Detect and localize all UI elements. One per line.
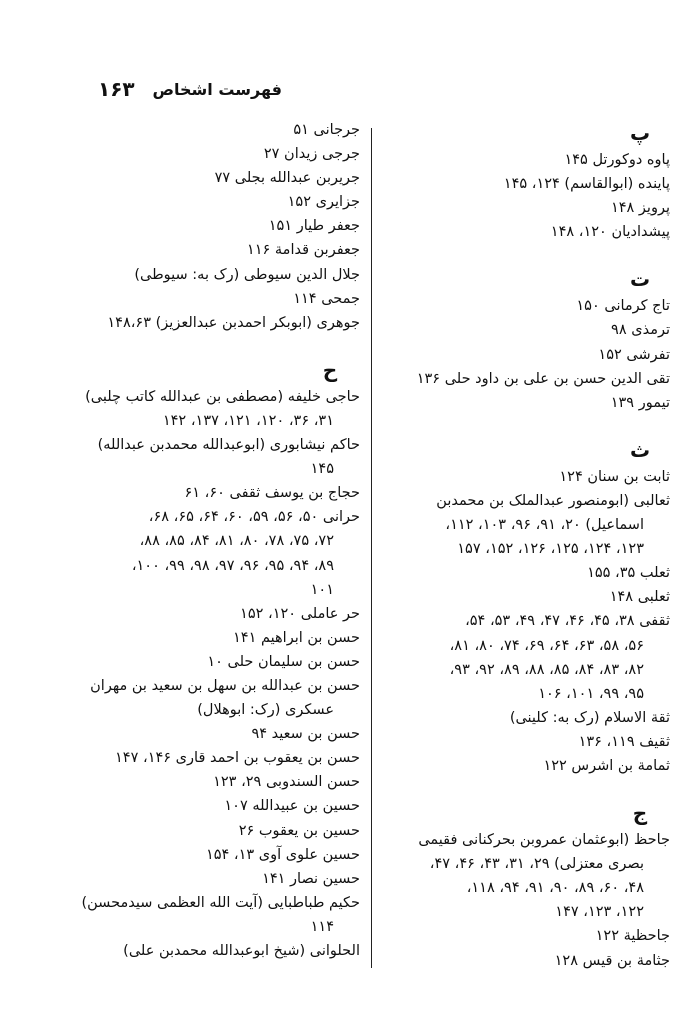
index-entry: پاینده (ابوالقاسم) ۱۲۴، ۱۴۵ [503, 176, 670, 193]
index-entry: ثعلبی ۱۴۸ [609, 589, 670, 606]
index-entry: حجاج بن یوسف ثقفی ۶۰، ۶۱ [184, 485, 360, 502]
index-entry: جاحظیة ۱۲۲ [595, 928, 670, 945]
index-entry: حسن بن عبدالله بن سهل بن سعید بن مهران [90, 677, 360, 694]
index-entry-continuation: ۱۰۱ [310, 581, 334, 598]
index-entry: جوهری (ابوبکر احمدبن عبدالعزیز) ۱۴۸،۶۳ [107, 314, 360, 331]
running-header [98, 76, 282, 102]
index-entry-continuation: ۸۹، ۹۴، ۹۵، ۹۶، ۹۷، ۹۸، ۹۹، ۱۰۰، [131, 557, 334, 574]
index-entry: حرانی ۵۰، ۵۶، ۵۹، ۶۰، ۶۴، ۶۵، ۶۸، [148, 509, 360, 526]
index-entry: جرجی زیدان ۲۷ [263, 146, 360, 163]
section-gap [370, 778, 670, 798]
index-entry: حکیم طباطبایی (آیت الله العظمی سیدمحسن) [81, 894, 360, 911]
index-entry-continuation: ۵۶، ۵۸، ۶۳، ۶۴، ۶۹، ۷۴، ۸۰، ۸۱، [449, 637, 644, 654]
index-entry: ثعالبی (ابومنصور عبدالملک بن محمدبن [436, 492, 670, 509]
index-entry: ترمذی ۹۸ [611, 322, 670, 339]
index-entry: حسن بن سلیمان حلی ۱۰ [207, 653, 360, 670]
index-entry: پیشدادیان ۱۲۰، ۱۴۸ [550, 224, 670, 241]
index-entry: جاحظ (ابوعثمان عمروبن بحرکنانی فقیمی [418, 832, 670, 849]
index-entry-continuation: ۱۴۵ [310, 461, 334, 478]
index-entry-continuation: ۷۲، ۷۵، ۷۸، ۸۰، ۸۱، ۸۴، ۸۵، ۸۸، [139, 533, 334, 550]
section-letter: ح [322, 357, 338, 382]
index-entry: حسن السندوبی ۲۹، ۱۲۳ [213, 774, 360, 791]
index-entry-continuation: ۴۸، ۶۰، ۸۹، ۹۰، ۹۱، ۹۴، ۱۱۸، [466, 880, 644, 897]
index-entry: جلال الدین سیوطی (رک به: سیوطی) [134, 266, 360, 283]
index-entry: ثابت بن سنان ۱۲۴ [559, 468, 670, 485]
index-entry-continuation: ۳۱، ۳۶، ۱۲۰، ۱۲۱، ۱۳۷، ۱۴۲ [162, 412, 334, 429]
index-entry: حسین نصار ۱۴۱ [262, 870, 360, 887]
index-entry: پرویز ۱۴۸ [610, 200, 670, 217]
index-entry: ثقة الاسلام (رک به: کلینی) [509, 709, 670, 726]
index-entry: تیمور ۱۳۹ [610, 394, 670, 411]
index-entry: جثامة بن قیس ۱۲۸ [554, 952, 670, 969]
index-entry: ثمامة بن اشرس ۱۲۲ [543, 757, 670, 774]
index-entry-continuation: اسماعیل) ۲۰، ۹۱، ۹۶، ۱۰۳، ۱۱۲، [445, 517, 644, 534]
left-column [70, 118, 360, 963]
section-gap [70, 335, 360, 355]
index-entry: جرجانی ۵۱ [293, 122, 360, 138]
index-entry: حسن بن یعقوب بن احمد قاری ۱۴۶، ۱۴۷ [115, 750, 360, 767]
section-letter: ج [632, 801, 648, 826]
index-entry-continuation: بصری معتزلی) ۲۹، ۳۱، ۴۳، ۴۶، ۴۷، [429, 856, 644, 873]
index-entry: حسین بن عبیدالله ۱۰۷ [224, 798, 360, 815]
page-number: ۱۶۳ [98, 77, 135, 101]
index-entry: حر عاملی ۱۲۰، ۱۵۲ [240, 605, 360, 622]
index-entry: الحلوانی (شیخ ابوعبدالله محمدبن علی) [123, 943, 360, 959]
section-gap [370, 244, 670, 264]
index-entry-continuation: ۸۲، ۸۳، ۸۴، ۸۵، ۸۸، ۸۹، ۹۲، ۹۳، [449, 661, 644, 678]
index-entry-continuation: ۱۱۴ [310, 918, 334, 935]
header-title: فهرست اشخاص [152, 79, 282, 99]
index-entry: جعفربن قدامة ۱۱۶ [246, 242, 360, 259]
index-entry: حاکم نیشابوری (ابوعبدالله محمدبن عبدالله) [97, 437, 360, 454]
section-letter: پ [629, 121, 651, 145]
index-entry: جزایری ۱۵۲ [287, 194, 360, 211]
index-entry: تاج کرمانی ۱۵۰ [576, 298, 670, 315]
index-entry: جعفر طیار ۱۵۱ [268, 218, 360, 235]
index-entry: حسین بن یعقوب ۲۶ [238, 822, 360, 839]
section-letter: ت [629, 267, 651, 292]
index-entry: تفرشی ۱۵۲ [598, 346, 670, 363]
index-entry-continuation: ۱۲۳، ۱۲۴، ۱۲۵، ۱۲۶، ۱۵۲، ۱۵۷ [457, 541, 644, 558]
index-entry: حسین علوی آوی ۱۳، ۱۵۴ [205, 846, 360, 863]
index-entry-continuation: عسکری (رک: ابوهلال) [197, 702, 334, 719]
index-entry: جریربن عبدالله بجلی ۷۷ [214, 170, 360, 187]
index-entry: حاجی خلیفه (مصطفی بن عبدالله کاتب چلبی) [85, 388, 360, 405]
index-entry: تقی الدین حسن بن علی بن داود حلی ۱۳۶ [416, 370, 670, 387]
index-entry: جمحی ۱۱۴ [293, 290, 360, 307]
index-entry: ثعلب ۳۵، ۱۵۵ [587, 565, 670, 582]
section-letter: ث [629, 437, 651, 462]
index-entry: حسن بن ابراهیم ۱۴۱ [233, 629, 360, 646]
index-entry-continuation: ۹۵، ۹۹، ۱۰۱، ۱۰۶ [538, 685, 644, 702]
section-gap [370, 415, 670, 435]
index-entry: ثقفی ۳۸، ۴۵، ۴۶، ۴۷، ۴۹، ۵۳، ۵۴، [465, 613, 670, 630]
right-column [370, 118, 670, 973]
index-entry: حسن بن سعید ۹۴ [251, 726, 360, 743]
index-entry-continuation: ۱۲۲، ۱۲۳، ۱۴۷ [555, 904, 644, 921]
index-entry: پاوه دوکورتل ۱۴۵ [564, 152, 670, 168]
index-entry: ثقیف ۱۱۹، ۱۳۶ [578, 733, 670, 750]
